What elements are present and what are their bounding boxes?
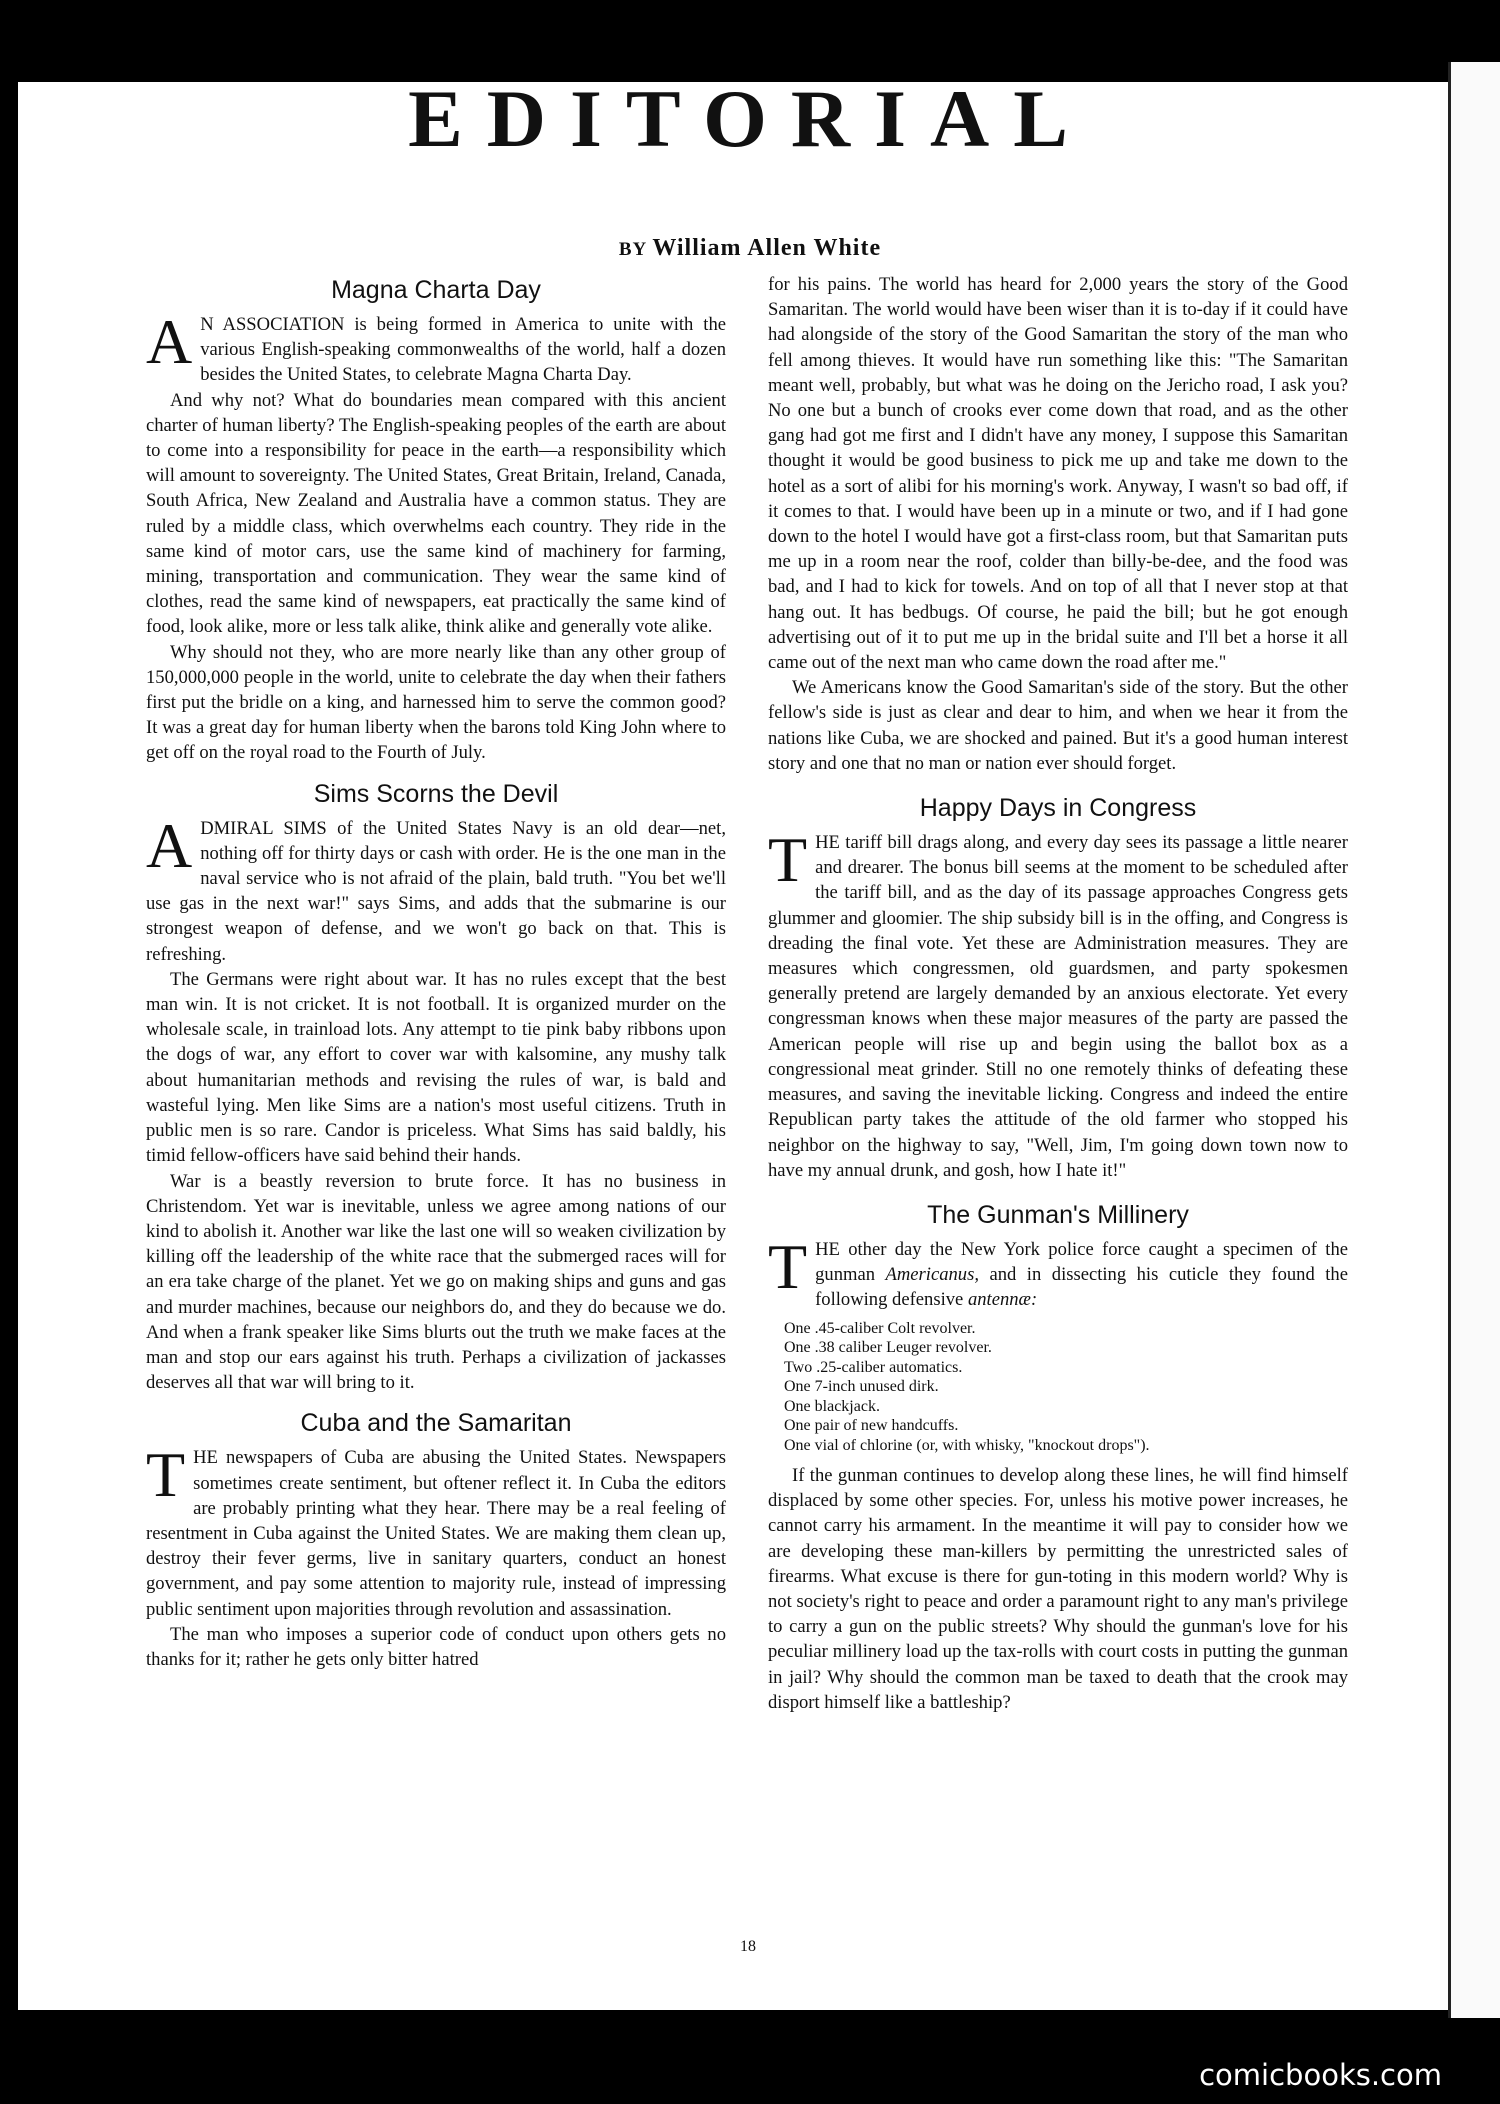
- weapons-list: [768, 1319, 1348, 1456]
- list-item: One 7-inch unused dirk.: [784, 1378, 939, 1396]
- byline-author: William Allen White: [652, 235, 882, 261]
- article-title-sims: Sims Scorns the Devil: [313, 779, 559, 808]
- article-paragraph: The Germans were right about war. It has no rules except that the best man win. It is not cricket. It is not football. It is organized murder on the wholesale scale, in trainload lots. Any attempt to tie pink baby ribbons upon the dogs of war, any effort to cover war with kalsomine, any mushy talk about humanitarian methods and revising the rules of war, is bald and wasteful lying. Men like Sims are a nation's most useful citizens. Truth in public men is so rare. Candor is priceless. What Sims has said baldly, his timid fellow-officers have said behind their hands.: [146, 968, 726, 1167]
- article-title-gunman: The Gunman's Millinery: [927, 1200, 1189, 1229]
- page-number: 18: [740, 1938, 756, 1955]
- article-paragraph-continued: for his pains. The world has heard for 2,000 years the story of the Good Samaritan. The world would have been wiser than it is to-day if it could have had alongside of the story of the Good Samaritan the story of the man who fell among thieves. It would have run something like this: "The Samaritan meant well, probably, but what was he doing on the Jericho road, I ask you? No one but a bunch of crooks ever come down that road, and as the other gang had got me first and I didn't have any money, I suppose this Samaritan thought it would be good business to pick me up and take me down to the hotel as a sort of alibi for his morning's work. Anyway, I wasn't so bad off, if it comes to that. I would have been up in a minute or two, and if I had gone down to the hotel I would have got a first-class room, but that Samaritan puts me up in a room near the roof, colder than billy-be-dee, and the food was bad, and I had to kick for towels. And on top of all that I never stop at that hang out. It has bedbugs. Of course, he paid the bill; but he got enough advertising out of it to put me up in the bridal suite and I'll bet a horse it all came out of the next man who came down the road after me.": [768, 274, 1348, 674]
- left-column: [146, 272, 726, 1672]
- article-paragraph: THE tariff bill drags along, and every day sees its passage a little nearer and drearer. The bonus bill seems at the moment to be scheduled after the tariff bill, and as the day of its passage approaches Congress gets glummer and gloomier. The ship subsidy bill is in the offing, and Congress is dreading the final vote. Yet these are Administration measures. They are measures which congressmen, old guardsmen, and party spokesmen generally pretend are largely demanded by an anxious electorate. Yet every congressman knows when these major measures of the party are passed the American people will rise up and begin using the ballot box as a congressional meat grinder. Still no one remotely thinks of defeating these measures, and saving the inevitable licking. Congress and indeed the entire Republican party takes the attitude of the old farmer who stopped his neighbor on the highway to say, "Well, Jim, I'm going down town now to have my annual drunk, and gosh, how I hate it!": [768, 824, 1348, 1181]
- facing-page-edge: [1448, 62, 1500, 2018]
- article-paragraph: A N ASSOCIATION is being formed in America to unite with the various English-speaking commonwealths of the world, half a dozen besides the United States, to celebrate Magna Charta Day.: [146, 306, 726, 386]
- article-paragraph: The man who imposes a superior code of conduct upon others gets no thanks for it; rather he gets only bitter hatred: [146, 1623, 726, 1670]
- article-title-cuba: Cuba and the Samaritan: [300, 1409, 572, 1438]
- article-paragraph: And why not? What do boundaries mean compared with this ancient charter of human liberty? The English-speaking peoples of the earth are about to come into a responsibility for peace in the earth—a responsibility which will amount to sovereignty. The United States, Great Britain, Ireland, Canada, South Africa, New Zealand and Australia have a common status. They are ruled by a middle class, which overwhelms each country. They ride in the same kind of motor cars, use the same kind of machinery for farming, mining, transportation and communication. They wear the same kind of clothes, read the same kind of newspapers, eat practically the same kind of food, look alike, more or less talk alike, think alike and generally vote alike.: [146, 389, 726, 638]
- article-paragraph: If the gunman continues to develop along these lines, he will find himself displaced by some other species. For, unless his motive power increases, he cannot carry his armament. In the meantime it will pay to consider how we are developing these man-killers by permitting the unrestricted sales of firearms. What excuse is there for gun-toting in this modern world? Why is not society's right to peace and order a paramount right to any man's privilege to carry a gun on the public streets? Why should the gunman's love for his peculiar millinery load up the tax-rolls with court costs in putting the gunman in jail? Why should the common man be taxed to death that the crook may disport himself like a battleship?: [768, 1465, 1348, 1713]
- drop-cap: T: [146, 1439, 186, 1511]
- page-title: EDITORIAL: [408, 73, 1092, 164]
- article-paragraph: Why should not they, who are more nearly like than any other group of 150,000,000 people in the world, unite to celebrate the day when their fathers first put the bridle on a king, and harnessed him to serve the common good? It was a great day for human liberty when the barons told King John where to get off on the royal road to the Fourth of July.: [146, 641, 726, 764]
- list-item: One vial of chlorine (or, with whisky, "knockout drops").: [784, 1436, 1150, 1454]
- article-paragraph: We Americans know the Good Samaritan's side of the story. But the other fellow's side is just as clear and dear to him, and when we hear it from the nations like Cuba, we are shocked and pained. But it's a good human interest story and one that no man or nation ever should forget.: [768, 677, 1348, 774]
- watermark: comicbooks.com: [1199, 2058, 1442, 2092]
- right-column: [768, 272, 1348, 1715]
- list-item: One pair of new handcuffs.: [784, 1417, 959, 1435]
- article-paragraph: War is a beastly reversion to brute force. It has no business in Christendom. Yet war is inevitable, unless we agree among nations of our kind to abolish it. Another war like the last one will so weaken civilization by killing off the leadership of the white race that the submerged races will for an era take charge of the planet. Yet we go on making ships and guns and gas and murder machines, because our neighbors do, and they do because we do. And when a frank speaker like Sims blurts out the truth we make faces at the man and stop our ears against his truth. Perhaps a civilization of jackasses deserves all that war will bring to it.: [146, 1170, 726, 1394]
- article-title-congress: Happy Days in Congress: [919, 794, 1197, 823]
- drop-cap: A: [146, 306, 193, 377]
- article-paragraph: THE newspapers of Cuba are abusing the United States. Newspapers sometimes create sentiment, but oftener reflect it. In Cuba the editors are probably printing what they hear. There may be a real feeling of resentment in Cuba against the United States. We are making them clean up, destroy their fever germs, live in sanitary quarters, conduct an honest government, and pay some attention to majority rule, instead of impressing public sentiment upon majorities through revolution and assassination.: [146, 1439, 726, 1620]
- article-paragraph: ADMIRAL SIMS of the United States Navy is an old dear—net, nothing off for thirty days or cash with order. He is the one man in the naval service who is not afraid of the plain, bald truth. "You bet we'll use gas in the next war!" says Sims, and adds that the submarine is our strongest weapon of defense, and we won't go back on that. This is refreshing.: [146, 809, 726, 965]
- drop-cap: T: [768, 1230, 808, 1302]
- byline-by: BY: [618, 239, 647, 260]
- drop-cap: T: [768, 824, 808, 896]
- list-item: One .45-caliber Colt revolver.: [784, 1319, 976, 1337]
- article-title-magna-charta: Magna Charta Day: [331, 276, 541, 304]
- list-item: One .38 caliber Leuger revolver.: [784, 1339, 992, 1357]
- byline: [0, 235, 1500, 262]
- list-item: Two .25-caliber automatics.: [784, 1358, 963, 1376]
- list-item: One blackjack.: [784, 1397, 880, 1415]
- article-paragraph: THE other day the New York police force caught a specimen of the gunman Americanus, and in dissecting his cuticle they found the following defensive antennæ:: [768, 1230, 1348, 1311]
- drop-cap: A: [146, 809, 193, 881]
